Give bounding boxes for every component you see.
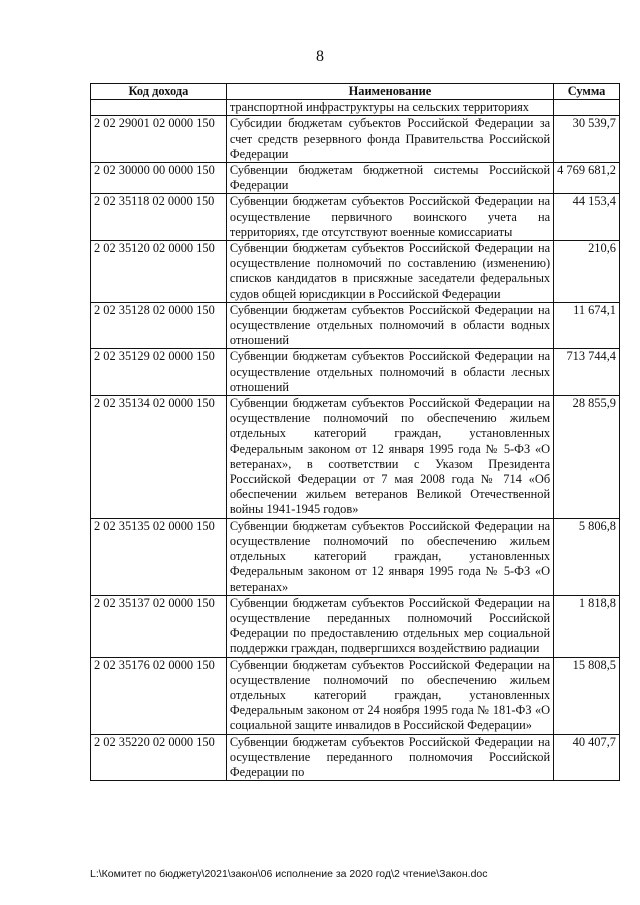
row-name: Субвенции бюджетам субъектов Российской Федерации на осуществление переданного полномочия Российской Федерации по: [226, 734, 553, 781]
row-code: 2 02 30000 00 0000 150: [91, 163, 227, 194]
row-name: Субвенции бюджетам субъектов Российской Федерации на осуществление полномочий по составлению (изменению) списков кандидатов в присяжные заседатели федеральных судов общей юрисдикции в Российской Федерации: [226, 241, 553, 303]
row-name: Субвенции бюджетам бюджетной системы Российской Федерации: [226, 163, 553, 194]
row-sum: 30 539,7: [554, 116, 620, 163]
income-table: [90, 83, 620, 781]
table-row: [91, 595, 620, 657]
row-code: 2 02 35137 02 0000 150: [91, 595, 227, 657]
document-path-footer: L:\Комитет по бюджету\2021\закон\06 исполнение за 2020 год\2 чтение\Закон.doc: [90, 868, 488, 880]
row-sum: [554, 100, 620, 116]
row-sum: 210,6: [554, 241, 620, 303]
table-row: [91, 396, 620, 519]
row-code: 2 02 35135 02 0000 150: [91, 518, 227, 595]
row-sum: 5 806,8: [554, 518, 620, 595]
row-sum: 15 808,5: [554, 657, 620, 734]
row-name: Субвенции бюджетам субъектов Российской Федерации на осуществление полномочий по обеспечению жильем отдельных категорий граждан, установленных Федеральным законом от 12 января 1995 года № 5-ФЗ «О ветеранах»: [226, 518, 553, 595]
table-row: [91, 241, 620, 303]
row-code: 2 02 35129 02 0000 150: [91, 349, 227, 396]
table-header-row: [91, 84, 620, 100]
row-code: 2 02 35120 02 0000 150: [91, 241, 227, 303]
row-name: Субсидии бюджетам субъектов Российской Федерации за счет средств резервного фонда Правительства Российской Федерации: [226, 116, 553, 163]
table-row: [91, 349, 620, 396]
table-row: [91, 518, 620, 595]
table-row: [91, 302, 620, 349]
table-row: [91, 194, 620, 241]
row-sum: 40 407,7: [554, 734, 620, 781]
table-row: [91, 116, 620, 163]
table-body: [91, 100, 620, 781]
row-name: Субвенции бюджетам субъектов Российской Федерации на осуществление полномочий по обеспечению жильем отдельных категорий граждан, установленных Федеральным законом от 12 января 1995 года № 5-ФЗ «О ветеранах», в соответствии с Указом Президента Российской Федерации от 7 мая 2008 года № 714 «Об обеспечении жильем ветеранов Великой Отечественной войны 1941-1945 годов»: [226, 396, 553, 519]
row-sum: 28 855,9: [554, 396, 620, 519]
row-code: [91, 100, 227, 116]
row-name: Субвенции бюджетам субъектов Российской Федерации на осуществление переданных полномочий Российской Федерации по предоставлению отдельных мер социальной поддержки граждан, подвергшихся воздействию радиации: [226, 595, 553, 657]
header-name: Наименование: [226, 84, 553, 100]
row-name: Субвенции бюджетам субъектов Российской Федерации на осуществление полномочий по обеспечению жильем отдельных категорий граждан, установленных Федеральным законом от 24 ноября 1995 года № 181-ФЗ «О социальной защите инвалидов в Российской Федерации»: [226, 657, 553, 734]
table-row: [91, 100, 620, 116]
row-name: Субвенции бюджетам субъектов Российской Федерации на осуществление отдельных полномочий в области водных отношений: [226, 302, 553, 349]
row-sum: 44 153,4: [554, 194, 620, 241]
row-code: 2 02 35176 02 0000 150: [91, 657, 227, 734]
table-row: [91, 163, 620, 194]
row-sum: 1 818,8: [554, 595, 620, 657]
row-sum: 11 674,1: [554, 302, 620, 349]
row-name: Субвенции бюджетам субъектов Российской Федерации на осуществление первичного воинского учета на территориях, где отсутствуют военные комиссариаты: [226, 194, 553, 241]
table-row: [91, 657, 620, 734]
row-name: Субвенции бюджетам субъектов Российской Федерации на осуществление отдельных полномочий в области лесных отношений: [226, 349, 553, 396]
row-name: транспортной инфраструктуры на сельских территориях: [226, 100, 553, 116]
header-code: Код дохода: [91, 84, 227, 100]
row-code: 2 02 35134 02 0000 150: [91, 396, 227, 519]
row-code: 2 02 35118 02 0000 150: [91, 194, 227, 241]
table-row: [91, 734, 620, 781]
row-sum: 4 769 681,2: [554, 163, 620, 194]
row-code: 2 02 35128 02 0000 150: [91, 302, 227, 349]
header-sum: Сумма: [554, 84, 620, 100]
row-sum: 713 744,4: [554, 349, 620, 396]
page-number: 8: [316, 48, 324, 65]
row-code: 2 02 29001 02 0000 150: [91, 116, 227, 163]
row-code: 2 02 35220 02 0000 150: [91, 734, 227, 781]
